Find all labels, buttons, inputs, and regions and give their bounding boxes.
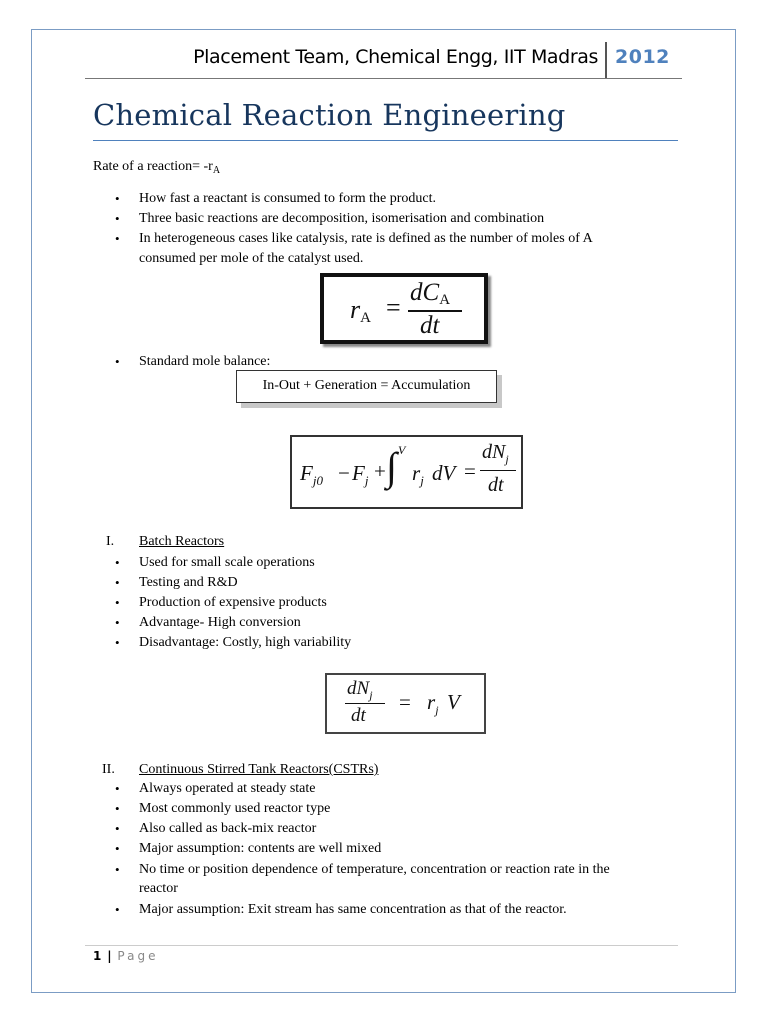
eq1-lhs-sub: A [360,310,371,326]
eq2-plus: + [374,459,386,483]
bullet-icon: • [115,862,120,877]
bullet-icon: • [115,821,120,836]
document-title: Chemical Reaction Engineering [93,98,566,132]
eq3-numerator: dN [347,678,370,699]
page-footer [93,949,158,963]
bullet-icon: • [115,231,120,246]
footer-rule [85,945,678,946]
eq2-rate: r [412,461,421,485]
eq2-integral-upper: V [398,443,406,457]
header-title: Placement Team, Chemical Engg, IIT Madras [193,46,598,68]
bullet-icon: • [115,801,120,816]
eq2-denominator: dt [488,474,504,496]
rate-equation [320,273,488,344]
list-item: In heterogeneous cases like catalysis, rate is defined as the number of moles of A [139,231,593,246]
page-number: 1 [93,949,102,963]
section-heading-cstr: Continuous Stirred Tank Reactors(CSTRs) [139,762,379,777]
rate-definition [93,158,220,179]
list-item: Production of expensive products [139,595,327,610]
section-heading-batch: Batch Reactors [139,534,225,549]
eq2-numerator-sub: j [505,452,509,466]
list-item: No time or position dependence of temperature, concentration or reaction rate in the [139,862,610,877]
list-item: Used for small scale operations [139,555,315,570]
eq3-numerator-sub: j [369,688,373,702]
section-numeral: II. [102,762,115,777]
eq2-dv: dV [432,461,456,485]
bullet-icon: • [115,902,120,917]
list-item: Standard mole balance: [139,354,271,369]
eq3-fraction-bar [345,703,385,704]
header-rule [85,78,682,79]
eq2-fraction-bar [480,470,516,471]
list-item-continuation: consumed per mole of the catalyst used. [139,251,364,266]
mole-balance-text: In-Out + Generation = Accumulation [262,378,471,393]
header-year: 2012 [615,46,670,68]
list-item-continuation: reactor [139,881,178,896]
eq2-flow-in-sub: j0 [312,473,323,488]
list-item: Always operated at steady state [139,781,316,796]
footer-separator: | [107,949,112,963]
eq2-flow-out-sub: j [364,473,369,488]
eq1-denominator: dt [420,312,440,339]
eq1-numerator: dC [410,279,440,306]
page-label: Page [117,949,159,963]
list-item: Three basic reactions are decomposition, isomerisation and combination [139,211,545,226]
general-balance-equation [290,435,523,509]
eq3-volume: V [447,690,460,714]
eq1-equals: = [386,293,401,322]
header-divider [605,42,607,78]
page-header [85,42,682,78]
list-item: Advantage- High conversion [139,615,301,630]
rate-text: Rate of a reaction= -r [93,159,213,174]
title-rule [93,140,678,141]
list-item: Disadvantage: Costly, high variability [139,635,352,650]
eq1-lhs: r [350,295,361,324]
eq3-rate: r [427,690,436,714]
batch-equation [325,673,486,734]
eq2-flow-out: F [352,461,365,485]
eq2-minus: − [338,461,350,485]
eq1-numerator-sub: A [439,292,451,308]
bullet-icon: • [115,615,120,630]
bullet-icon: • [115,211,120,226]
eq2-numerator: dN [482,441,506,463]
bullet-icon: • [115,841,120,856]
eq3-denominator: dt [351,705,366,726]
bullet-icon: • [115,595,120,610]
bullet-icon: • [115,635,120,650]
eq2-flow-in: F [300,461,313,485]
eq2-rate-sub: j [420,473,424,488]
list-item: How fast a reactant is consumed to form the product. [139,191,437,206]
integral-icon: ∫ [386,444,397,489]
list-item: Also called as back-mix reactor [139,821,317,836]
bullet-icon: • [115,555,120,570]
bullet-icon: • [115,575,120,590]
eq3-rate-sub: j [435,703,439,717]
bullet-icon: • [115,354,120,369]
bullet-icon: • [115,781,120,796]
mole-balance-box [236,370,497,403]
eq2-equals: = [464,459,476,483]
bullet-icon: • [115,191,120,206]
section-numeral: I. [106,534,115,549]
rate-subscript: A [212,165,221,176]
list-item: Major assumption: contents are well mixed [139,841,382,856]
eq3-equals: = [399,690,411,714]
list-item: Testing and R&D [139,575,238,590]
list-item: Most commonly used reactor type [139,801,331,816]
list-item: Major assumption: Exit stream has same concentration as that of the reactor. [139,902,567,917]
